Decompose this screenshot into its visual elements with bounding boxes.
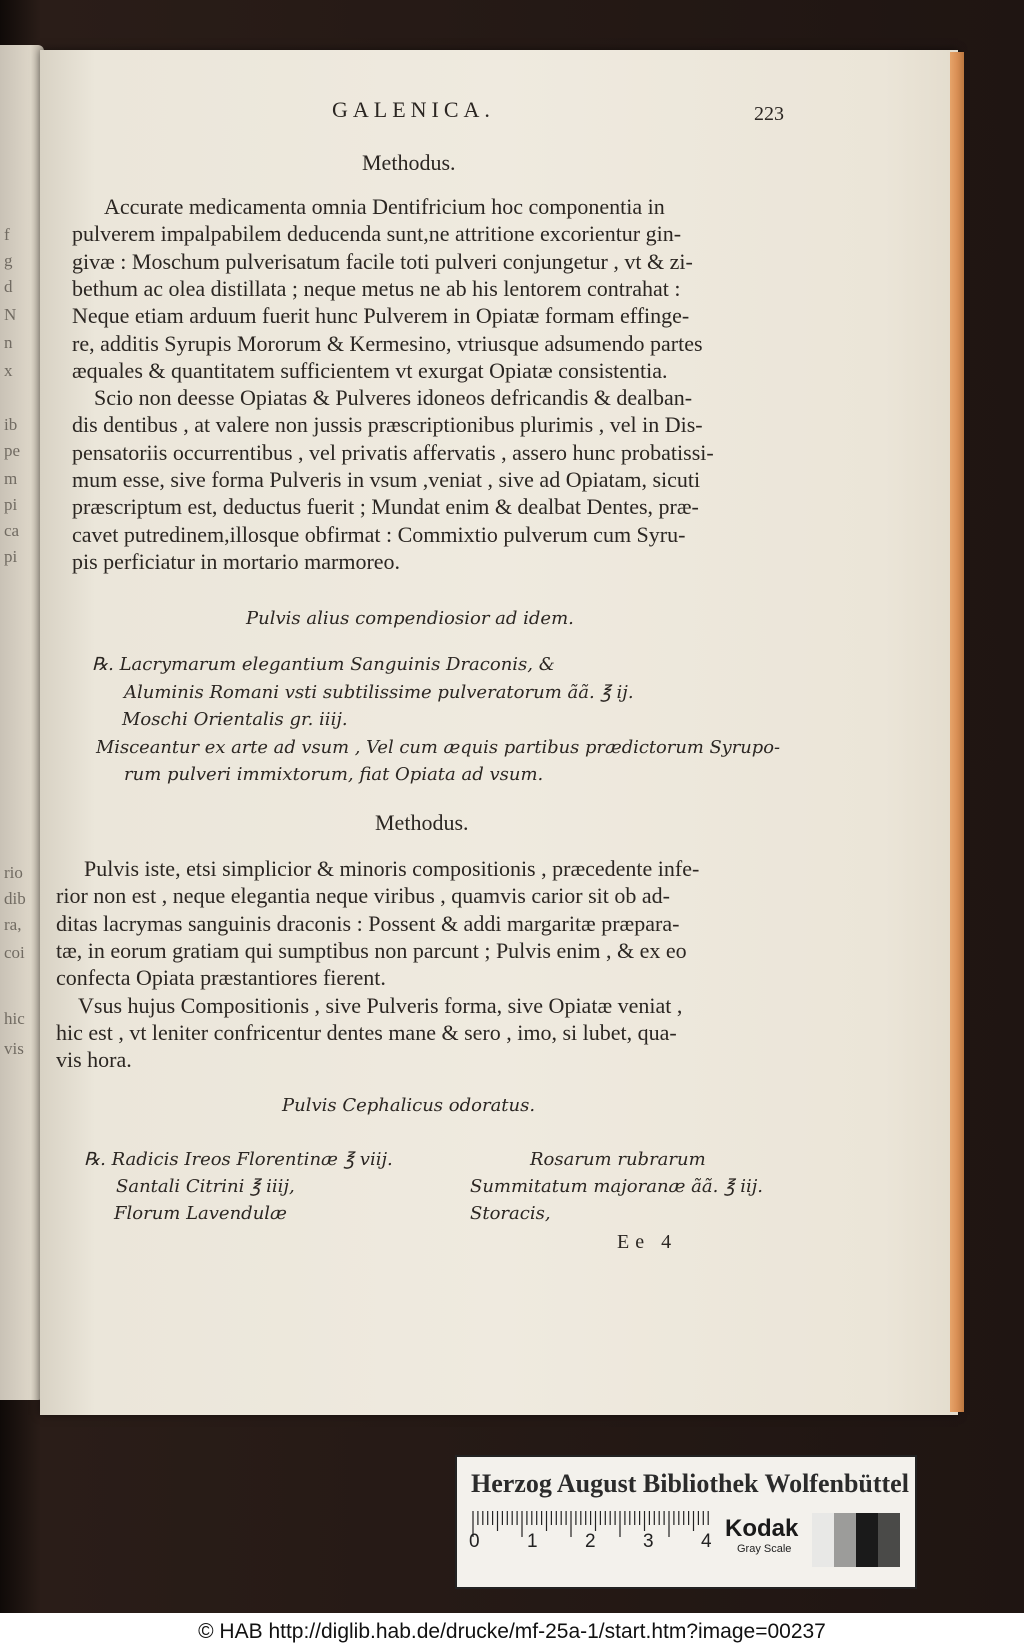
previous-page-fragment: vis: [4, 1039, 24, 1058]
signature-mark: Ee 4: [617, 1231, 678, 1253]
paragraph-line: Neque etiam arduum fuerit hunc Pulverem in Opiatæ formam effinge-: [72, 303, 690, 329]
previous-page-fragment: g: [4, 251, 13, 270]
previous-page-fragment: m: [4, 469, 18, 488]
kodak-brand: Kodak: [725, 1515, 799, 1542]
library-name: Herzog August Bibliothek Wolfenbüttel: [471, 1469, 909, 1498]
paragraph-line: pis perficiatur in mortario marmoreo.: [72, 548, 401, 574]
paragraph-line: Scio non deesse Opiatas & Pulveres idoneos defricandis & dealban-: [94, 385, 693, 411]
paragraph-line: confecta Opiata præstantiores fierent.: [56, 965, 386, 991]
previous-page-fragment: ib: [4, 415, 18, 434]
methodus-heading-1: Methodus.: [362, 150, 456, 175]
recipe-line: Summitatum majoranæ ãã. ℥ iij.: [470, 1176, 764, 1197]
previous-page-edge: [0, 45, 44, 1400]
paragraph-line: Pulvis iste, etsi simplicior & minoris compositionis , præcedente infe-: [84, 856, 700, 881]
paragraph-line: pulverem impalpabilem deducenda sunt,ne attritione excorientur gin-: [72, 221, 682, 247]
recipe-line: rum pulveri immixtorum, fiat Opiata ad vsum.: [124, 764, 544, 785]
gray-scale-patches: [812, 1513, 900, 1567]
previous-page-fragment: x: [4, 361, 13, 380]
recipe-line: Storacis,: [470, 1203, 551, 1224]
paragraph-line: rior non est , neque elegantia neque viribus , quamvis carior sit ob ad-: [56, 883, 670, 909]
gray-patch: [878, 1513, 900, 1567]
paragraph-line: givæ : Moschum pulverisatum facile toti pulveri conjungetur , vt & zi-: [72, 248, 693, 274]
previous-page-fragment: rio: [4, 863, 23, 882]
recipe-line: ℞. Radicis Ireos Florentinæ ℥ viij.: [84, 1149, 393, 1170]
recipe-line: Florum Lavendulæ: [114, 1203, 287, 1224]
previous-page-fragment: f: [4, 225, 10, 244]
recipe-line: Santali Citrini ℥ iiij,: [116, 1176, 295, 1197]
color-target-card: [455, 1455, 917, 1589]
gray-patch: [812, 1513, 834, 1567]
previous-page-fragment: n: [4, 333, 13, 352]
recipe-2-title: Pulvis Cephalicus odoratus.: [282, 1095, 536, 1116]
recipe-line: Moschi Orientalis gr. iiij.: [122, 709, 348, 730]
paragraph-line: præscriptum est, deductus fuerit ; Mundat enim & dealbat Dentes, præ-: [72, 494, 699, 520]
recipe-line: Misceantur ex arte ad vsum , Vel cum æquis partibus prædictorum Syrupo-: [96, 736, 781, 758]
paragraph-line: Accurate medicamenta omnia Dentifricium hoc componentia in: [104, 194, 665, 219]
paragraph-line: bethum ac olea distillata ; neque metus ne ab his lentorem contrahat :: [72, 275, 681, 301]
paragraph-line: Vsus hujus Compositionis , sive Pulveris forma, sive Opiatæ veniat ,: [78, 992, 683, 1018]
paragraph-line: tæ, in eorum gratiam qui sumptibus non parcunt ; Pulvis enim , & ex eo: [56, 937, 687, 963]
paragraph-line: ditas lacrymas sanguinis draconis : Possent & addi margaritæ præpara-: [56, 910, 680, 936]
ruler-number: 1: [527, 1531, 538, 1552]
footer-bar: [0, 1613, 1024, 1651]
recipe-line: ℞. Lacrymarum elegantium Sanguinis Draconis, &: [92, 654, 555, 675]
ruler-number: 3: [643, 1531, 654, 1552]
previous-page-fragment: hic: [4, 1009, 25, 1028]
previous-page-fragment: dib: [4, 889, 26, 908]
previous-page-fragment: ca: [4, 521, 20, 540]
ruler-number: 2: [585, 1531, 596, 1552]
ruler-number: 0: [469, 1531, 480, 1552]
paragraph-line: hic est , vt leniter confricentur dentes mane & sero , imo, si lubet, qua-: [56, 1019, 677, 1045]
previous-page-fragment: coi: [4, 943, 25, 962]
gray-patch: [834, 1513, 856, 1567]
page-number: 223: [754, 103, 784, 125]
previous-page-fragment: pi: [4, 495, 18, 514]
previous-page-fragment: ra,: [4, 915, 22, 934]
paragraph-line: cavet putredinem,illosque obfirmat : Commixtio pulverum cum Syru-: [72, 521, 686, 547]
recipe-line: Rosarum rubrarum: [530, 1149, 706, 1170]
previous-page-fragment: d: [4, 277, 13, 296]
recipe-1-title: Pulvis alius compendiosior ad idem.: [246, 608, 574, 629]
ruler-number: 4: [701, 1531, 712, 1552]
recipe-line: Aluminis Romani vsti subtilissime pulveratorum ãã. ℥ ij.: [124, 681, 634, 703]
paragraph-line: dis dentibus , at valere non jussis præscriptionibus plurimis , vel in Dis-: [72, 412, 703, 438]
methodus-heading-2: Methodus.: [375, 810, 469, 835]
paragraph-line: pensatoriis occurrentibus , vel privatis affervatis , assero hunc probatissi-: [72, 439, 714, 465]
kodak-subtitle: Gray Scale: [737, 1543, 792, 1555]
page-gilt-edge: [950, 52, 964, 1412]
previous-page-fragment: N: [4, 305, 17, 324]
paragraph-line: re, additis Syrupis Mororum & Kermesino, vtriusque adsumendo partes: [72, 330, 703, 356]
running-head: GALENICA.: [332, 97, 495, 122]
copyright-url: © HAB http://diglib.hab.de/drucke/mf-25a-1/start.htm?image=00237: [198, 1620, 826, 1643]
paragraph-line: vis hora.: [56, 1047, 132, 1073]
previous-page-fragment: pe: [4, 441, 21, 460]
paragraph-line: mum esse, sive forma Pulveris in vsum ,veniat , sive ad Opiatam, sicuti: [72, 467, 701, 492]
gray-patch: [856, 1513, 878, 1567]
paragraph-line: æquales & quantitatem sufficientem vt exurgat Opiatæ consistentia.: [72, 357, 668, 383]
previous-page-fragment: pi: [4, 547, 18, 566]
